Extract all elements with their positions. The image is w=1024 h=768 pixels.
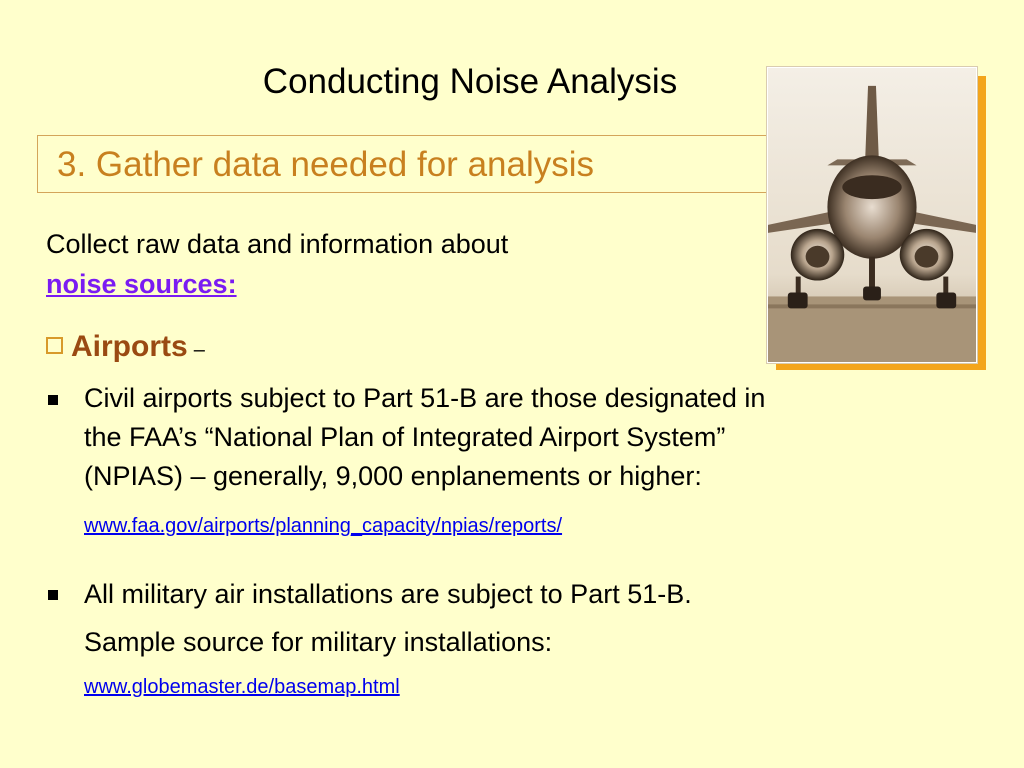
bullet-1-line-1: Civil airports subject to Part 51-B are those designated in (84, 383, 766, 413)
section-dash: – (193, 339, 205, 361)
slide-subtitle: 3. Gather data needed for analysis (57, 145, 595, 184)
bullet-2-text (84, 575, 692, 614)
bullet-1-line-2: the FAA’s “National Plan of Integrated Airport System” (84, 422, 726, 452)
noise-sources-link[interactable]: noise sources (46, 269, 228, 299)
globemaster-link[interactable]: www.globemaster.de/basemap.html (84, 676, 400, 698)
square-bullet-icon (48, 395, 58, 405)
checkbox-bullet-icon (46, 337, 63, 354)
airplane-photo (767, 67, 977, 363)
section-heading-airports (46, 330, 205, 364)
bullet-1-text (84, 379, 765, 496)
bullet-1-line-3: (NPIAS) – generally, 9,000 enplanements or higher: (84, 461, 702, 491)
slide-title: Conducting Noise Analysis (262, 62, 678, 101)
intro-line: Collect raw data and information about (46, 229, 509, 259)
intro-link-line (46, 264, 508, 304)
bullet-2-continuation (84, 623, 552, 662)
bullet-2-line-2: Sample source for military installations: (84, 627, 553, 657)
intro-text (46, 224, 508, 304)
bullet-2-line-1: All military air installations are subject to Part 51-B. (84, 579, 692, 609)
square-bullet-icon (48, 590, 58, 600)
faa-npias-link[interactable]: www.faa.gov/airports/planning_capacity/npias/reports/ (84, 515, 563, 537)
airplane-image (768, 68, 976, 362)
section-heading-label: Airports (71, 330, 188, 363)
intro-colon: : (227, 269, 237, 299)
